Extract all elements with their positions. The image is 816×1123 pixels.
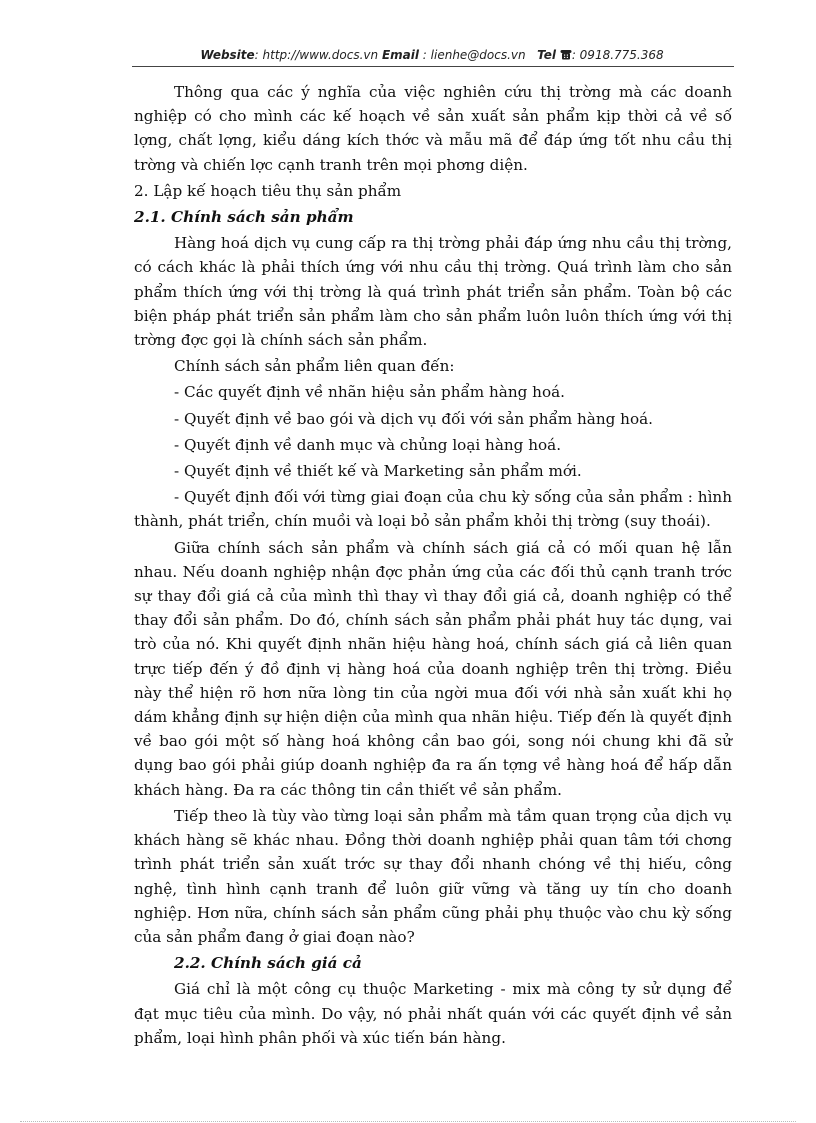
phone-icon <box>560 49 572 63</box>
tel-value: : 0918.775.368 <box>571 48 664 62</box>
list-item: - Quyết định đối với từng giai đoạn của chu kỳ sống của sản phẩm : hình thành, phát triển, chín muồi và loại bỏ sản phẩm khỏi thị trờng (suy thoái). <box>134 488 732 531</box>
email-value: : lienhe@docs.vn <box>418 48 526 62</box>
paragraph-price-relation: Giữa chính sách sản phẩm và chính sách giá cả có mối quan hệ lẫn nhau. Nếu doanh nghiệp nhận đợc phản ứng của các đối thủ cạnh tranh trớc sự thay đổi giá cả của mình thì thay vì thay đổi giá cả, doanh nghiệp có thể thay đổi sản phẩm. Do đó, chính sách sản phẩm phải phát huy tác dụng, vai trò của nó. Khi quyết định nhãn hiệu hàng hoá, chính sách giá cả liên quan trực tiếp đến ý đồ định vị hàng hoá của doanh nghiệp trên thị trờng. Điều này thể hiện rõ hơn nữa lòng tin của ngời mua đối với nhà sản xuất khi họ dám khẳng định sự hiện diện của mình qua nhãn hiệu. Tiếp đến là quyết định về bao gói một số hàng hoá không cần bao gói, song nói chung khi đã sử dụng bao gói phải giúp doanh nghiệp đa ra ấn tợng về hàng hoá để hấp dẫn khách hàng. Đa ra các thông tin cần thiết về sản phẩm. <box>134 538 732 799</box>
page-header <box>130 48 734 63</box>
section-heading-2-1: 2.1. Chính sách sản phẩm <box>134 208 354 227</box>
paragraph-price-policy: Giá chỉ là một công cụ thuộc Marketing - mix mà công ty sử dụng để đạt mục tiêu của mình. Do vậy, nó phải nhất quán với các quyết định về sản phẩm, loại hình phân phối và xúc tiến bán hàng. <box>134 980 732 1047</box>
section-heading-2: 2. Lập kế hoạch tiêu thụ sản phẩm <box>134 181 402 200</box>
paragraph-product-policy: Hàng hoá dịch vụ cung cấp ra thị trờng phải đáp ứng nhu cầu thị trờng, có cách khác là phải thích ứng với nhu cầu thị trờng. Quá trình làm cho sản phẩm thích ứng với thị trờng là quá trình phát triển sản phẩm. Toàn bộ các biện pháp phát triển sản phẩm làm cho sản phẩm luôn luôn thích ứng với thị trờng đợc gọi là chính sách sản phẩm. <box>134 234 732 350</box>
tel-label: Tel <box>537 48 556 62</box>
email-label: Email <box>381 48 419 62</box>
list-item: - Quyết định về bao gói và dịch vụ đối với sản phẩm hàng hoá. <box>174 409 653 428</box>
website-label: Website <box>200 48 255 62</box>
paragraph-customer-service: Tiếp theo là tùy vào từng loại sản phẩm mà tầm quan trọng của dịch vụ khách hàng sẽ khác nhau. Đồng thời doanh nghiệp phải quan tâm tới chơng trình phát triển sản xuất trớc sự thay đổi nhanh chóng về thị hiếu, công nghệ, tình hình cạnh tranh để luôn giữ vững và tăng uy tín cho doanh nghiệp. Hơn nữa, chính sách sản phẩm cũng phải phụ thuộc vào chu kỳ sống của sản phẩm đang ở giai đoạn nào? <box>134 806 732 946</box>
header-divider <box>132 66 734 67</box>
section-heading-2-2: 2.2. Chính sách giá cả <box>174 954 362 973</box>
list-item: - Các quyết định về nhãn hiệu sản phẩm hàng hoá. <box>174 383 565 402</box>
paragraph-related-to: Chính sách sản phẩm liên quan đến: <box>174 357 455 376</box>
document-body <box>134 80 732 1052</box>
footer-divider <box>20 1121 796 1122</box>
list-item: - Quyết định về danh mục và chủng loại hàng hoá. <box>174 435 562 454</box>
website-value: : http://www.docs.vn <box>254 48 379 62</box>
paragraph-intro: Thông qua các ý nghĩa của việc nghiên cứu thị trờng mà các doanh nghiệp có cho mình các kế hoạch về sản xuất sản phẩm kịp thời cả về số lợng, chất lợng, kiểu dáng kích thớc và mẫu mã để đáp ứng tốt nhu cầu thị trờng và chiến lợc cạnh tranh trên mọi phơng diện. <box>134 83 732 174</box>
list-item: - Quyết định về thiết kế và Marketing sản phẩm mới. <box>174 462 582 481</box>
